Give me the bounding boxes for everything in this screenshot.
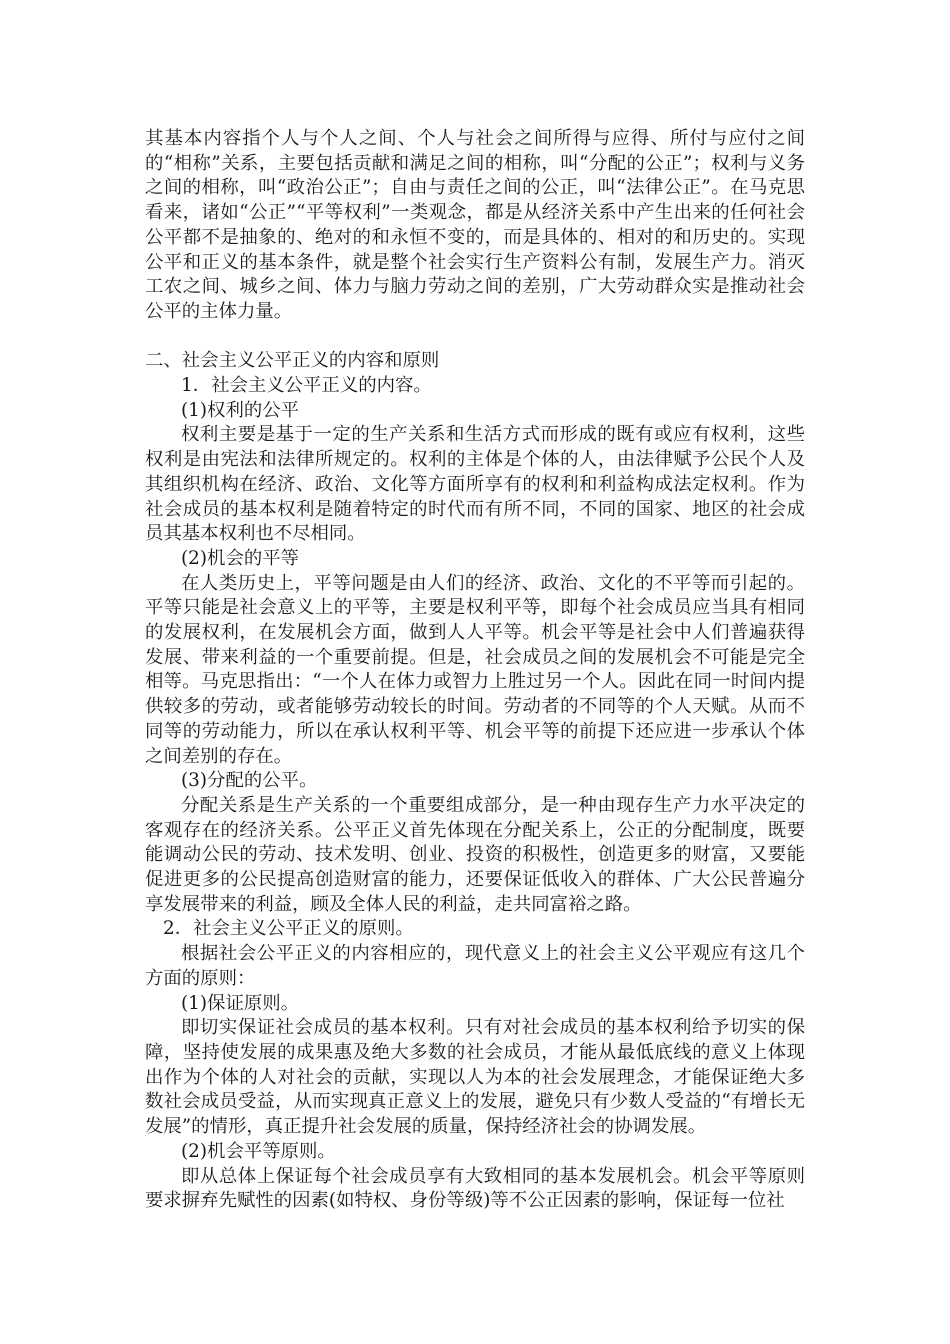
item-heading-opportunity: (2)机会的平等: [181, 547, 300, 569]
principles-intro: 根据社会公平正义的内容相应的，现代意义上的社会主义公平观应有这几个方面的原则：: [145, 943, 805, 989]
subsection-heading-content: 1．社会主义公平正义的内容。: [181, 375, 432, 397]
item-body-distribution: 分配关系是生产关系的一个重要组成部分，是一种由现存生产力水平决定的客观存在的经济关系。公平正义首先体现在分配关系上，公正的分配制度，既要能调动公民的劳动、技术发明、创业、投资的积极性，创造更多的财富，又要能促进更多的公民提高创造财富的能力，还要保证低收入的群体、广大公民普遍分享发展带来的利益，顾及全体人民的利益，走共同富裕之路。: [145, 794, 805, 915]
section-heading: 二、社会主义公平正义的内容和原则: [145, 350, 440, 372]
item-body-rights: 权利主要是基于一定的生产关系和生活方式而形成的既有或应有权利，这些权利是由宪法和法律所规定的。权利的主体是个体的人，由法律赋予公民个人及其组织机构在经济、政治、文化等方面所享有的权利和利益构成法定权利。作为社会成员的基本权利是随着特定的时代而有所不同，不同的国家、地区的社会成员其基本权利也不尽相同。: [145, 424, 805, 545]
intro-paragraph: 其基本内容指个人与个人之间、个人与社会之间所得与应得、所付与应付之间的“相称”关系，主要包括贡献和满足之间的相称，叫“分配的公正”；权利与义务之间的相称，叫“政治公正”；自由与责任之间的公正，叫“法律公正”。在马克思看来，诸如“公正”“平等权利”一类观念，都是从经济关系中产生出来的任何社会公平都不是抽象的、绝对的和永恒不变的，而是具体的、相对的和历史的。实现公平和正义的基本条件，就是整个社会实行生产资料公有制，发展生产力。消灭工农之间、城乡之间、体力与脑力劳动之间的差别，广大劳动群众实是推动社会公平的主体力量。: [145, 128, 805, 322]
paragraph-spacer: [145, 325, 805, 350]
document-body: [145, 127, 805, 1214]
principle-body-guarantee: 即切实保证社会成员的基本权利。只有对社会成员的基本权利给予切实的保障，坚持使发展的成果惠及绝大多数的社会成员，才能从最低底线的意义上体现出作为个体的人对社会的贡献，实现以人为本的社会发展理念，才能保证绝大多数社会成员受益，从而实现真正意义上的发展，避免只有少数人受益的“有增长无发展”的情形，真正提升社会发展的质量，保持经济社会的协调发展。: [145, 1017, 805, 1138]
principle-heading-guarantee: (1)保证原则。: [181, 992, 300, 1014]
item-heading-distribution: (3)分配的公平。: [181, 770, 318, 792]
principle-body-equal-opportunity: 即从总体上保证每个社会成员享有大致相同的基本发展机会。机会平等原则要求摒弃先赋性的因素(如特权、身份等级)等不公正因素的影响，保证每一位社: [145, 1165, 805, 1212]
item-heading-rights: (1)权利的公平: [181, 399, 300, 421]
subsection-heading-principles: 2．社会主义公平正义的原则。: [163, 918, 414, 940]
principle-heading-equal-opportunity: (2)机会平等原则。: [181, 1140, 336, 1162]
item-body-opportunity: 在人类历史上，平等问题是由人们的经济、政治、文化的不平等而引起的。平等只能是社会意义上的平等，主要是权利平等，即每个社会成员应当具有相同的发展权利，在发展机会方面，做到人人平等。机会平等是社会中人们普遍获得发展、带来利益的一个重要前提。但是，社会成员之间的发展机会不可能是完全相等。马克思指出：“一个人在体力或智力上胜过另一个人。因此在同一时间内提供较多的劳动，或者能够劳动较长的时间。劳动者的不同等的个人天赋。从而不同等的劳动能力，所以在承认权利平等、机会平等的前提下还应进一步承认个体之间差别的存在。: [145, 572, 805, 767]
